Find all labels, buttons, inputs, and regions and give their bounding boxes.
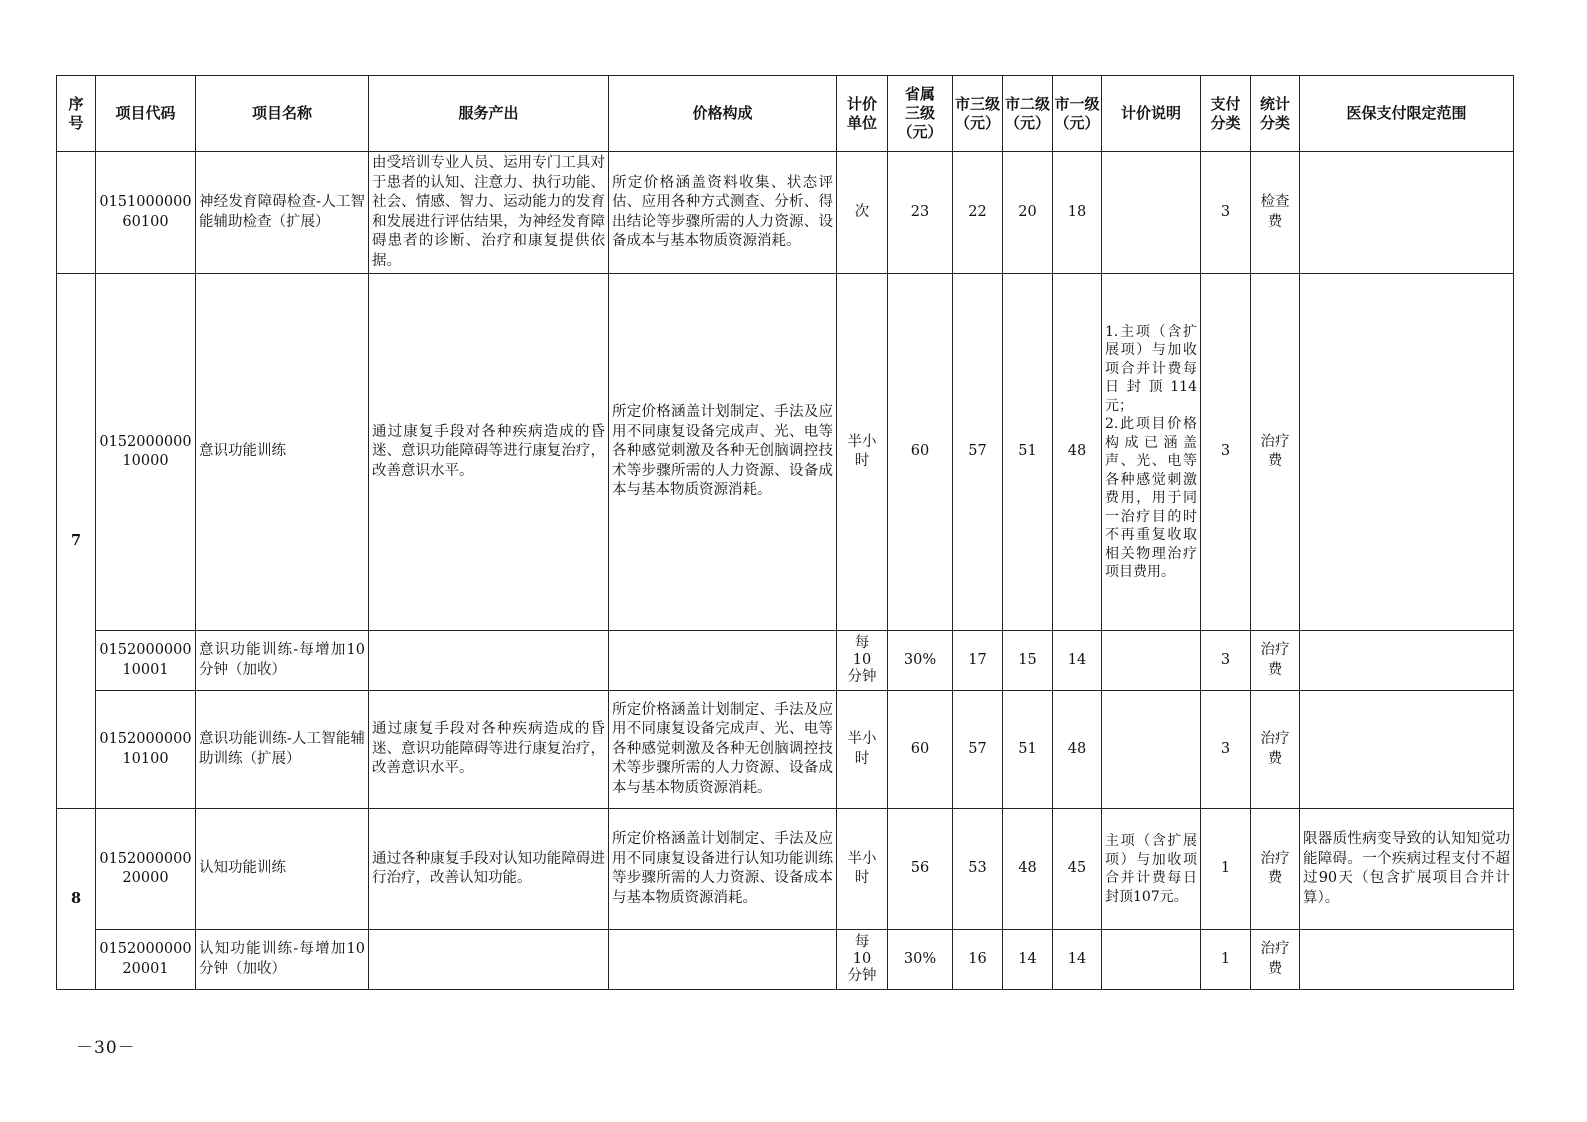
pay-class-cell: 1 [1201,930,1251,990]
header-stat-class: 统计 分类 [1251,76,1300,152]
code-cell: 0152000000 10000 [96,274,196,631]
code-cell: 0151000000 60100 [96,152,196,274]
header-output: 服务产出 [369,76,609,152]
page-number: －30－ [76,1038,136,1058]
stat-class-cell: 治疗 费 [1251,631,1300,691]
table-row [57,691,1514,809]
note-cell [1102,152,1201,274]
unit-cell: 每 10 分钟 [837,930,888,990]
city2-price-cell: 20 [1003,152,1053,274]
city3-price-cell: 57 [953,274,1003,631]
city1-price-cell: 48 [1053,274,1102,631]
city2-price-cell: 51 [1003,691,1053,809]
unit-cell: 次 [837,152,888,274]
header-city2: 市二级 （元） [1003,76,1053,152]
seq-cell: 7 [57,274,96,809]
table-row [57,809,1514,930]
code-cell: 0152000000 10001 [96,631,196,691]
output-cell: 通过各种康复手段对认知功能障碍进行治疗，改善认知功能。 [369,809,609,930]
seq-cell: 8 [57,809,96,990]
provincial-price-cell: 60 [888,274,953,631]
scope-cell [1300,631,1514,691]
output-cell [369,930,609,990]
note-cell: 1.主项（含扩展项）与加收项合并计费每日封顶114元； 2.此项目价格构成已涵盖声、光、电等各种感觉刺激费用，用于同一治疗目的时不再重复收取相关物理治疗项目费用。 [1102,274,1201,631]
provincial-price-cell: 60 [888,691,953,809]
composition-cell [609,631,837,691]
provincial-price-cell: 56 [888,809,953,930]
table-row [57,930,1514,990]
stat-class-cell: 治疗 费 [1251,691,1300,809]
note-cell [1102,631,1201,691]
unit-cell: 每 10 分钟 [837,631,888,691]
header-code: 项目代码 [96,76,196,152]
pay-class-cell: 3 [1201,152,1251,274]
header-provincial: 省属 三级 （元） [888,76,953,152]
city1-price-cell: 18 [1053,152,1102,274]
table-row [57,274,1514,631]
header-seq: 序 号 [57,76,96,152]
pay-class-cell: 3 [1201,274,1251,631]
note-cell: 主项（含扩展项）与加收项合并计费每日封顶107元。 [1102,809,1201,930]
city3-price-cell: 53 [953,809,1003,930]
city1-price-cell: 48 [1053,691,1102,809]
city2-price-cell: 14 [1003,930,1053,990]
header-row [57,76,1514,152]
composition-cell: 所定价格涵盖计划制定、手法及应用不同康复设备进行认知功能训练等步骤所需的人力资源、设备成本与基本物质资源消耗。 [609,809,837,930]
note-cell [1102,930,1201,990]
name-cell: 认知功能训练-每增加10分钟（加收） [196,930,369,990]
table-row [57,631,1514,691]
stat-class-cell: 治疗 费 [1251,809,1300,930]
pay-class-cell: 3 [1201,691,1251,809]
city2-price-cell: 51 [1003,274,1053,631]
output-cell: 通过康复手段对各种疾病造成的昏迷、意识功能障碍等进行康复治疗，改善意识水平。 [369,691,609,809]
note-cell [1102,691,1201,809]
name-cell: 意识功能训练-每增加10分钟（加收） [196,631,369,691]
city3-price-cell: 17 [953,631,1003,691]
header-note: 计价说明 [1102,76,1201,152]
city3-price-cell: 16 [953,930,1003,990]
header-unit: 计价 单位 [837,76,888,152]
seq-cell [57,152,96,274]
header-name: 项目名称 [196,76,369,152]
unit-cell: 半小 时 [837,691,888,809]
city1-price-cell: 45 [1053,809,1102,930]
composition-cell: 所定价格涵盖计划制定、手法及应用不同康复设备完成声、光、电等各种感觉刺激及各种无创脑调控技术等步骤所需的人力资源、设备成本与基本物质资源消耗。 [609,691,837,809]
city2-price-cell: 15 [1003,631,1053,691]
composition-cell: 所定价格涵盖计划制定、手法及应用不同康复设备完成声、光、电等各种感觉刺激及各种无创脑调控技术等步骤所需的人力资源、设备成本与基本物质资源消耗。 [609,274,837,631]
provincial-price-cell: 30% [888,631,953,691]
composition-cell [609,930,837,990]
output-cell [369,631,609,691]
composition-cell: 所定价格涵盖资料收集、状态评估、应用各种方式测查、分析、得出结论等步骤所需的人力资源、设备成本与基本物质资源消耗。 [609,152,837,274]
table-row [57,152,1514,274]
name-cell: 神经发育障碍检查-人工智能辅助检查（扩展） [196,152,369,274]
name-cell: 认知功能训练 [196,809,369,930]
unit-cell: 半小 时 [837,274,888,631]
stat-class-cell: 治疗 费 [1251,274,1300,631]
city1-price-cell: 14 [1053,930,1102,990]
header-city1: 市一级 （元） [1053,76,1102,152]
city3-price-cell: 57 [953,691,1003,809]
header-scope: 医保支付限定范围 [1300,76,1514,152]
scope-cell [1300,274,1514,631]
unit-cell: 半小 时 [837,809,888,930]
stat-class-cell: 治疗 费 [1251,930,1300,990]
price-table [56,75,1514,990]
code-cell: 0152000000 10100 [96,691,196,809]
provincial-price-cell: 23 [888,152,953,274]
code-cell: 0152000000 20000 [96,809,196,930]
city3-price-cell: 22 [953,152,1003,274]
header-city3: 市三级 （元） [953,76,1003,152]
pay-class-cell: 3 [1201,631,1251,691]
pay-class-cell: 1 [1201,809,1251,930]
name-cell: 意识功能训练-人工智能辅助训练（扩展） [196,691,369,809]
code-cell: 0152000000 20001 [96,930,196,990]
name-cell: 意识功能训练 [196,274,369,631]
scope-cell [1300,691,1514,809]
header-composition: 价格构成 [609,76,837,152]
output-cell: 通过康复手段对各种疾病造成的昏迷、意识功能障碍等进行康复治疗，改善意识水平。 [369,274,609,631]
scope-cell [1300,930,1514,990]
header-pay-class: 支付 分类 [1201,76,1251,152]
output-cell: 由受培训专业人员、运用专门工具对于患者的认知、注意力、执行功能、社会、情感、智力、运动能力的发育和发展进行评估结果，为神经发育障碍患者的诊断、治疗和康复提供依据。 [369,152,609,274]
provincial-price-cell: 30% [888,930,953,990]
city2-price-cell: 48 [1003,809,1053,930]
stat-class-cell: 检查 费 [1251,152,1300,274]
city1-price-cell: 14 [1053,631,1102,691]
scope-cell [1300,152,1514,274]
scope-cell: 限器质性病变导致的认知知觉功能障碍。一个疾病过程支付不超过90天（包含扩展项目合并计算）。 [1300,809,1514,930]
